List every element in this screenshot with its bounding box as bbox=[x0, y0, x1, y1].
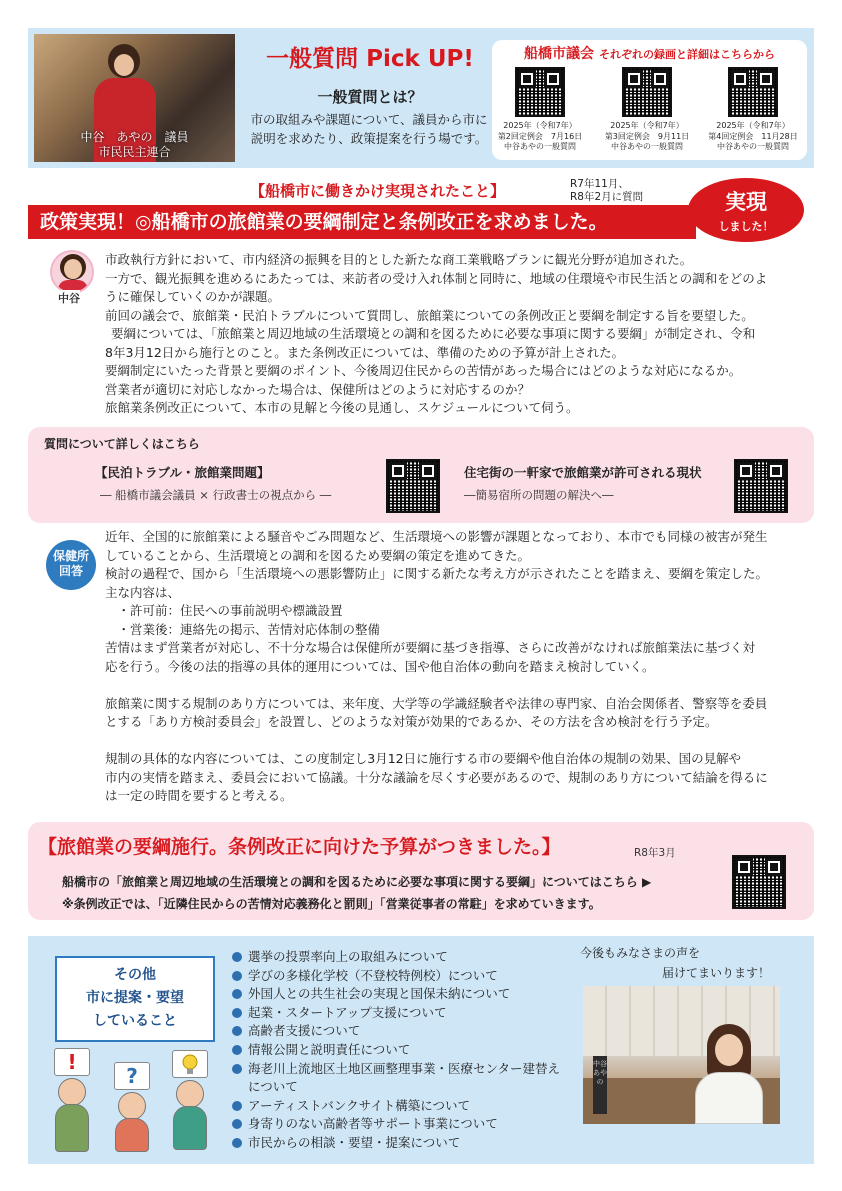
link-minpaku-title[interactable]: 【民泊トラブル・旅館業問題】 bbox=[95, 465, 270, 480]
link-house-subtitle[interactable]: ―簡易宿所の問題の解決へ― bbox=[464, 488, 614, 502]
list-item-text: 海老川上流地区土地区画整理事業・医療センター建替え bbox=[248, 1060, 561, 1076]
qr-panel-title-sub: それぞれの録画と詳細はこちらから bbox=[599, 48, 776, 61]
exclamation-sign-icon: ! bbox=[54, 1048, 90, 1076]
question-dates bbox=[570, 178, 643, 204]
question-line: 8年3月12日から施行とのこと。また条例改正については、準備のための予算が計上された。 bbox=[105, 344, 625, 360]
qr-caption bbox=[597, 121, 697, 153]
realized-heading: 【船橋市に働きかけ実現されたこと】 bbox=[250, 182, 506, 200]
list-item bbox=[232, 1115, 577, 1134]
list-item-text: 学びの多様化学校（不登校特例校）について bbox=[248, 967, 498, 983]
citizen-body bbox=[173, 1106, 207, 1150]
councilor-photo bbox=[583, 986, 780, 1124]
answer-line: は一定の時間を要すると考える。 bbox=[105, 788, 293, 803]
question-date-line: R7年11月、 bbox=[570, 178, 629, 190]
more-info-heading: 質問について詳しくはこちら bbox=[44, 437, 200, 451]
bullet-icon bbox=[232, 1119, 242, 1129]
question-line: うに確保していくのかが課題。 bbox=[105, 289, 281, 304]
list-item bbox=[232, 1060, 577, 1097]
realized-badge-sub: しました！ bbox=[718, 220, 774, 233]
answer-line: 検討の過程で、国から「生活環境への悪影響防止」に関する新たな考え方が示されたことを踏まえ、要綱を策定した。 bbox=[105, 566, 769, 581]
question-line: 前回の議会で、旅館業・民泊トラブルについて質問し、旅館業についての条例改正と要綱を制定する旨を要望した。 bbox=[105, 307, 754, 323]
qr-code-icon[interactable] bbox=[734, 459, 788, 513]
list-item bbox=[232, 1004, 577, 1023]
budget-date: R8年3月 bbox=[634, 847, 676, 859]
closing-message-line: 届けてまいります！ bbox=[662, 966, 771, 980]
qr-caption-label: 中谷あやの一般質問 bbox=[611, 142, 683, 151]
bullet-icon bbox=[232, 989, 242, 999]
qr-code-icon[interactable] bbox=[622, 67, 672, 117]
list-item bbox=[232, 985, 577, 1004]
nameplate: 中谷あやの bbox=[593, 1056, 607, 1114]
answer-line: とする「あり方検討委員会」を設置し、どのような対策が効果的であるか、その方法を含め検討を行う予定。 bbox=[105, 714, 718, 729]
citizen-body bbox=[115, 1118, 149, 1152]
question-date-line: R8年2月に質問 bbox=[570, 191, 644, 203]
citizen-head bbox=[176, 1080, 204, 1108]
desc-line: 説明を求めたり、政策提案を行う場です。 bbox=[250, 131, 488, 146]
list-item-text: 情報公開と説明責任について bbox=[248, 1041, 411, 1057]
answer-line: 主な内容は、 bbox=[105, 584, 181, 600]
page-description bbox=[238, 110, 500, 148]
list-item bbox=[232, 1041, 577, 1060]
qr-code-icon[interactable] bbox=[732, 855, 786, 909]
bullet-icon bbox=[232, 952, 242, 962]
question-line: 一方で、観光振興を進めるにあたっては、来訪者の受け入れ体制と同時に、地域の住環境や市民生活との調和をどのよ bbox=[105, 270, 768, 286]
budget-link-text[interactable]: 船橋市の「旅館業と周辺地域の生活環境との調和を図るために必要な事項に関する要綱」についてはこちら ▶ bbox=[62, 875, 652, 889]
list-item bbox=[232, 1134, 577, 1153]
qr-caption-label: 中谷あやの一般質問 bbox=[717, 142, 789, 151]
question-line: 旅館業条例改正について、本市の見解と今後の見通し、スケジュールについて伺う。 bbox=[105, 400, 579, 415]
qr-caption-year: 2025年（令和7年） bbox=[610, 121, 684, 130]
list-item bbox=[232, 1022, 577, 1041]
question-line: 市政執行方針において、市内経済の振興を目的とした新たな商工業戦略プランに観光分野が追加された。 bbox=[105, 252, 693, 267]
qr-caption-year: 2025年（令和7年） bbox=[503, 121, 577, 130]
other-heading-line: していること bbox=[93, 1013, 177, 1029]
closing-message bbox=[580, 943, 800, 983]
qr-caption bbox=[703, 121, 803, 153]
policy-title: 政策実現！◎船橋市の旅館業の要綱制定と条例改正を求めました。 bbox=[40, 211, 608, 233]
desc-line: 市の取組みや課題について、議員から市に bbox=[250, 112, 488, 127]
citizen-head bbox=[118, 1092, 146, 1120]
answer-line: ・許可前：住民への事前説明や標識設置 bbox=[105, 603, 343, 618]
answer-line: 苦情はまず営業者が対応し、不十分な場合は保健所が要綱に基づき指導、さらに改善がなければ旅館業法に基づく対 bbox=[105, 640, 756, 655]
qr-caption-year: 2025年（令和7年） bbox=[716, 121, 790, 130]
answer-line bbox=[105, 732, 810, 751]
photo-caption bbox=[34, 130, 235, 160]
realized-badge bbox=[688, 178, 804, 242]
bullet-icon bbox=[232, 1045, 242, 1055]
list-item-text: 市民からの相談・要望・提案について bbox=[248, 1134, 461, 1150]
answer-line: 近年、全国的に旅館業による騒音やごみ問題など、生活環境への影響が課題となっており、本市でも同様の被害が発生 bbox=[105, 529, 768, 544]
bullet-icon bbox=[232, 1064, 242, 1074]
realized-badge-main: 実現 bbox=[725, 190, 767, 214]
other-proposals-heading bbox=[55, 956, 215, 1042]
question-sign-icon: ? bbox=[114, 1062, 150, 1090]
qr-code-icon[interactable] bbox=[386, 459, 440, 513]
citizens-illustration bbox=[48, 1048, 218, 1148]
qr-caption-session: 第3回定例会 9月11日 bbox=[604, 131, 690, 141]
page-title: 一般質問 Pick UP! bbox=[266, 46, 474, 72]
closing-message-line: 今後もみなさまの声を bbox=[580, 946, 701, 960]
proposal-list bbox=[232, 948, 577, 1153]
budget-note: ※条例改正では、「近隣住民からの苦情対応義務化と罰則」「営業従事者の常駐」を求めていきます。 bbox=[62, 897, 601, 911]
answer-line: 応を行う。今後の法的指導の具体的運用については、国や他自治体の動向を踏まえ検討していく。 bbox=[105, 658, 655, 674]
list-item-text: アーティストバンクサイト構築について bbox=[248, 1097, 471, 1113]
answer-line: 市内の実情を踏まえ、委員会において協議。十分な議論を尽くす必要があるので、規制のあり方について結論を得るに bbox=[105, 769, 768, 785]
list-item-text: 高齢者支援について bbox=[248, 1023, 361, 1039]
councilor-figure bbox=[693, 1024, 765, 1124]
list-item-text: 起業・スタートアップ支援について bbox=[248, 1004, 447, 1020]
qr-caption-session: 第2回定例会 7月16日 bbox=[497, 131, 583, 141]
bullet-icon bbox=[232, 1138, 242, 1148]
bullet-icon bbox=[232, 1026, 242, 1036]
answer-line: 旅館業に関する規制のあり方については、来年度、大学等の学識経験者や法律の専門家、自治会関係者、警察等を委員 bbox=[105, 695, 768, 711]
other-heading-line: その他 bbox=[114, 967, 156, 983]
qr-caption bbox=[490, 121, 590, 153]
citizen-head bbox=[58, 1078, 86, 1106]
budget-title: 【旅館業の要綱施行。条例改正に向けた予算がつきました。】 bbox=[38, 836, 561, 858]
photo-caption-name: 中谷 あやの 議員 bbox=[80, 130, 189, 144]
other-heading-line: 市に提案・要望 bbox=[86, 990, 184, 1006]
list-item-text: 選挙の投票率向上の取組みについて bbox=[248, 949, 448, 964]
link-minpaku-subtitle[interactable]: ― 船橋市議会議員 × 行政書士の視点から ― bbox=[100, 488, 332, 502]
bullet-icon bbox=[232, 1101, 242, 1111]
list-item bbox=[232, 967, 577, 986]
health-center-badge-line: 回答 bbox=[58, 564, 83, 578]
health-center-badge-line: 保健所 bbox=[52, 549, 89, 563]
question-line: 要綱制定にいたった背景と要綱のポイント、今後周辺住民からの苦情があった場合にはどのような対応になるか。 bbox=[105, 363, 742, 378]
question-line: 要綱については、「旅館業と周辺地域の生活環境との調和を図るために必要な事項に関する要綱」が制定され、令和 bbox=[111, 326, 756, 341]
list-item-text: 身寄りのない高齢者等サポート事業について bbox=[248, 1116, 498, 1132]
answer-line bbox=[105, 676, 810, 695]
qr-caption-session: 第4回定例会 11月28日 bbox=[708, 131, 798, 141]
photo-caption-party: 市民民主連合 bbox=[98, 145, 171, 159]
list-item-text-cont: について bbox=[248, 1079, 298, 1095]
qr-code-icon[interactable] bbox=[515, 67, 565, 117]
council-photo bbox=[34, 34, 235, 162]
answer-line: 規制の具体的な内容については、この度制定し3月12日に施行する市の要綱や他自治体の規制の効果、国の見解や bbox=[105, 751, 742, 766]
health-center-badge bbox=[46, 540, 96, 590]
answer-line: ・営業後：連絡先の掲示、苦情対応体制の整備 bbox=[105, 621, 381, 637]
list-item bbox=[232, 1097, 577, 1116]
qr-caption-label: 中谷あやの一般質問 bbox=[504, 142, 576, 151]
link-house-title[interactable]: 住宅街の一軒家で旅館業が許可される現状 bbox=[464, 465, 702, 480]
page-subtitle: 一般質問とは？ bbox=[317, 88, 423, 106]
qr-panel-title-main: 船橋市議会 bbox=[523, 46, 594, 62]
lightbulb-sign-icon bbox=[172, 1050, 208, 1078]
bullet-icon bbox=[232, 1008, 242, 1018]
answer-body bbox=[105, 528, 810, 806]
list-item bbox=[232, 948, 577, 967]
bullet-icon bbox=[232, 971, 242, 981]
qr-code-icon[interactable] bbox=[728, 67, 778, 117]
avatar-label: 中谷 bbox=[58, 292, 80, 305]
question-line: 営業者が適切に対応しなかった場合は、保健所はどのように対応するのか？ bbox=[105, 381, 531, 397]
avatar bbox=[50, 250, 94, 294]
qr-panel-title bbox=[492, 43, 807, 63]
citizen-body bbox=[55, 1104, 89, 1152]
answer-line: していることから、生活環境との調和を図るため要綱の策定を進めてきた。 bbox=[105, 547, 531, 563]
list-item-text: 外国人との共生社会の実現と国保未納について bbox=[248, 986, 511, 1002]
question-body bbox=[105, 251, 805, 418]
